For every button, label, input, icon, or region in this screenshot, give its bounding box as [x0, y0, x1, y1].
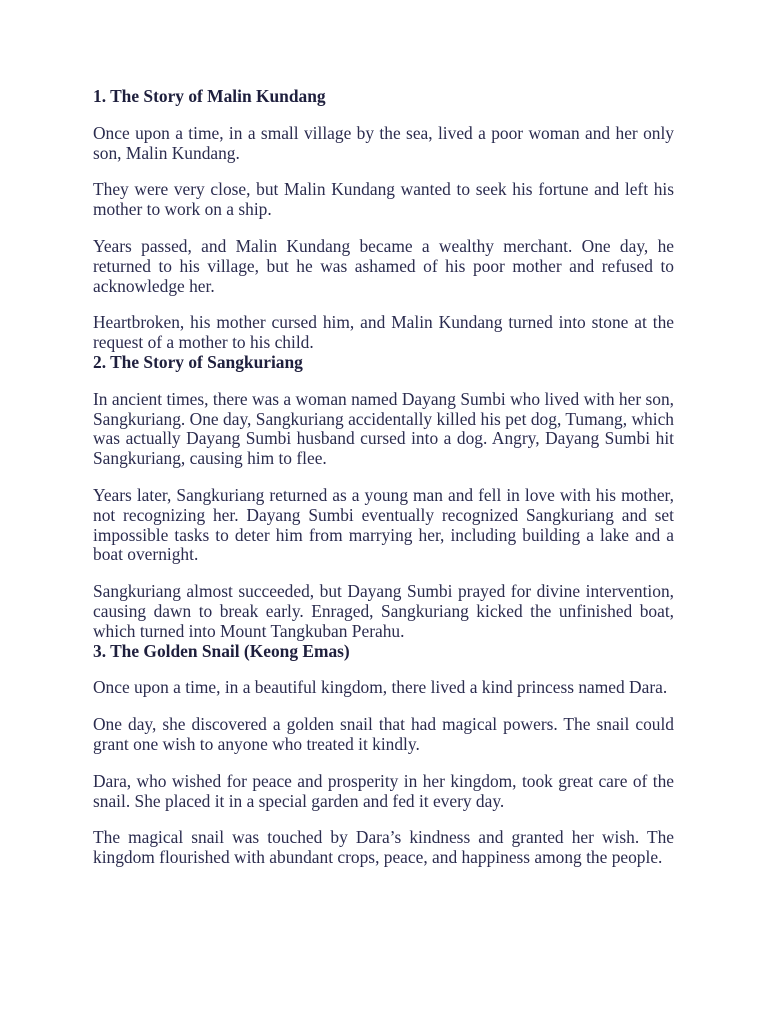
section-malin-kundang — [93, 87, 674, 353]
paragraph: The magical snail was touched by Dara’s kindness and granted her wish. The kingdom flourished with abundant crops, peace, and happiness among the people. — [93, 827, 674, 868]
paragraph: In ancient times, there was a woman named Dayang Sumbi who lived with her son, Sangkuriang. One day, Sangkuriang accidentally killed his pet dog, Tumang, which was actually Dayang Sumbi husband cursed into a dog. Angry, Dayang Sumbi hit Sangkuriang, causing him to flee. — [93, 388, 674, 469]
paragraph: Heartbroken, his mother cursed him, and Malin Kundang turned into stone at the request of a mother to his child. — [93, 312, 674, 353]
section-heading: 2. The Story of Sangkuriang — [93, 351, 303, 372]
paragraph: Sangkuriang almost succeeded, but Dayang Sumbi prayed for divine intervention, causing dawn to break early. Enraged, Sangkuriang kicked the unfinished boat, which turned into Mount Tangkuban Perahu. — [93, 581, 674, 641]
section-heading: 1. The Story of Malin Kundang — [93, 86, 326, 106]
paragraph: They were very close, but Malin Kundang wanted to seek his fortune and left his mother to work on a ship. — [93, 179, 674, 220]
document-page — [93, 87, 674, 868]
paragraph: Dara, who wished for peace and prosperity in her kingdom, took great care of the snail. She placed it in a special garden and fed it every day. — [93, 770, 674, 811]
section-sangkuriang — [93, 353, 674, 642]
section-golden-snail — [93, 642, 674, 868]
paragraph: Years later, Sangkuriang returned as a young man and fell in love with his mother, not recognizing her. Dayang Sumbi eventually recognized Sangkuriang and set impossible tasks to deter him from marrying her, including building a lake and a boat overnight. — [93, 484, 674, 565]
section-heading: 3. The Golden Snail (Keong Emas) — [93, 640, 350, 661]
paragraph: Years passed, and Malin Kundang became a wealthy merchant. One day, he returned to his village, but he was ashamed of his poor mother and refused to acknowledge her. — [93, 235, 674, 296]
paragraph: One day, she discovered a golden snail that had magical powers. The snail could grant one wish to anyone who treated it kindly. — [93, 714, 674, 754]
paragraph: Once upon a time, in a small village by the sea, lived a poor woman and her only son, Malin Kundang. — [93, 122, 674, 163]
paragraph: Once upon a time, in a beautiful kingdom, there lived a kind princess named Dara. — [93, 677, 668, 698]
